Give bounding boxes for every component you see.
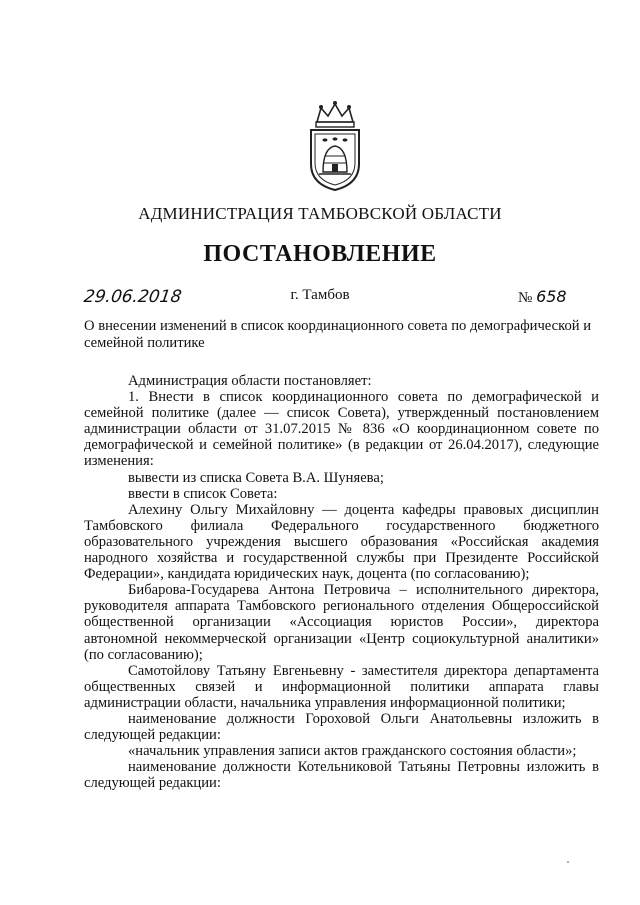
paragraph-alekhina: Алехину Ольгу Михайловну — доцента кафедры правовых дисциплин Тамбовского филиала Федерального государственного бюджетного образовательного учреждения высшего образования «Российская академия народного хозяйства и государственной службы при Президенте Российской Федерации», кандидата юридических наук, доцента (по согласованию); (84, 501, 599, 583)
document-number (518, 287, 567, 307)
coat-of-arms-icon (301, 100, 369, 192)
organization-name: АДМИНИСТРАЦИЯ ТАМБОВСКОЙ ОБЛАСТИ (138, 204, 502, 223)
paragraph-gorokhova-title: «начальник управления записи актов гражданского состояния области»; (128, 743, 577, 760)
scan-speck (567, 861, 569, 863)
paragraph-bibarov: Бибарова-Государева Антона Петровича – исполнительного директора, руководителя аппарата Тамбовского регионального отделения Общероссийской общественной организации «Ассоциация юристов России», директора автономной некоммерческой организации «Центр социокультурной аналитики» (по согласованию); (84, 582, 599, 663)
number-value: 658 (536, 287, 567, 306)
number-label: № (518, 290, 533, 306)
document-city: г. Тамбов (290, 287, 350, 303)
paragraph-preamble: Администрация области постановляет: (128, 373, 372, 389)
document-date: 29.06.2018 (82, 287, 183, 307)
paragraph-samotoylova: Самотойлову Татьяну Евгеньевну - заместителя директора департамента общественных связей и информационной политики аппарата главы администрации области, начальника управления информационной политики; (84, 662, 599, 711)
paragraph-gorokhova: наименование должности Гороховой Ольги Анатольевны изложить в следующей редакции: (84, 710, 599, 744)
paragraph-kotelnikova: наименование должности Котельниковой Татьяны Петровны изложить в следующей редакции: (84, 759, 599, 792)
document-subject: О внесении изменений в список координационного совета по демографической и семейной политике (84, 318, 592, 351)
paragraph-remove: вывести из списка Совета В.А. Шуняева; (128, 469, 384, 486)
paragraph-add: ввести в список Совета: (128, 485, 278, 502)
document-type-title: ПОСТАНОВЛЕНИЕ (203, 241, 437, 267)
paragraph-item-1: 1. Внести в список координационного совета по демографической и семейной политике (далее — список Совета), утвержденный постановлением администрации области от 31.07.2015 № 836 «О координационном совете по демографической и семейной политике» (в редакции от 26.04.2017), следующие изменения: (84, 389, 599, 470)
document-body (84, 373, 599, 791)
